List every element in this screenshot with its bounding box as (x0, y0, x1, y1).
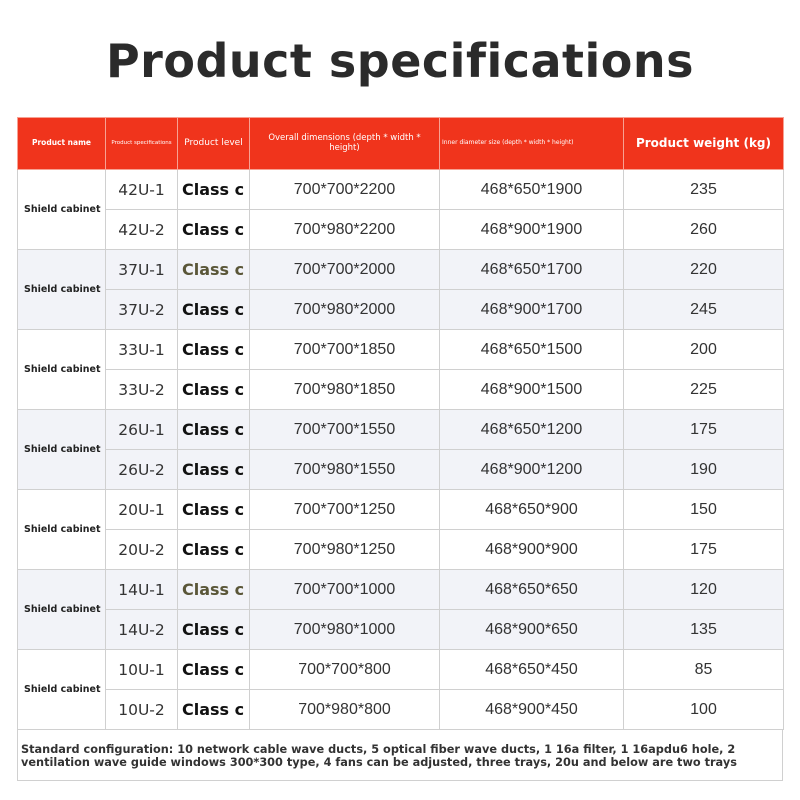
weight-cell: 135 (624, 610, 784, 650)
level-cell: Class c (178, 650, 250, 690)
table-row (18, 410, 784, 450)
inner-diameter-cell: 468*650*650 (440, 570, 624, 610)
table-row (18, 490, 784, 530)
header-inner-diameter: Inner diameter size (depth * width * height) (440, 118, 624, 170)
spec-cell: 20U-1 (106, 490, 178, 530)
overall-dimensions-cell: 700*700*1250 (250, 490, 440, 530)
spec-cell: 20U-2 (106, 530, 178, 570)
weight-cell: 235 (624, 170, 784, 210)
spec-cell: 37U-2 (106, 290, 178, 330)
level-cell: Class c (178, 210, 250, 250)
weight-cell: 225 (624, 370, 784, 410)
level-cell: Class c (178, 690, 250, 730)
spec-cell: 10U-2 (106, 690, 178, 730)
overall-dimensions-cell: 700*980*1550 (250, 450, 440, 490)
header-product-level: Product level (178, 118, 250, 170)
product-name-cell: Shield cabinet (18, 170, 106, 250)
overall-dimensions-cell: 700*700*2000 (250, 250, 440, 290)
inner-diameter-cell: 468*650*900 (440, 490, 624, 530)
level-cell: Class c (178, 290, 250, 330)
overall-dimensions-cell: 700*700*1850 (250, 330, 440, 370)
overall-dimensions-cell: 700*700*2200 (250, 170, 440, 210)
table-row (18, 650, 784, 690)
weight-cell: 200 (624, 330, 784, 370)
overall-dimensions-cell: 700*980*2200 (250, 210, 440, 250)
spec-cell: 37U-1 (106, 250, 178, 290)
spec-cell: 14U-1 (106, 570, 178, 610)
spec-cell: 26U-1 (106, 410, 178, 450)
inner-diameter-cell: 468*900*1700 (440, 290, 624, 330)
weight-cell: 190 (624, 450, 784, 490)
overall-dimensions-cell: 700*700*800 (250, 650, 440, 690)
weight-cell: 245 (624, 290, 784, 330)
table-row (18, 290, 784, 330)
table-row (18, 530, 784, 570)
weight-cell: 150 (624, 490, 784, 530)
level-cell: Class c (178, 250, 250, 290)
page-title: Product specifications (105, 34, 695, 88)
spec-cell: 33U-2 (106, 370, 178, 410)
overall-dimensions-cell: 700*980*2000 (250, 290, 440, 330)
level-cell: Class c (178, 410, 250, 450)
table-row (18, 570, 784, 610)
weight-cell: 260 (624, 210, 784, 250)
weight-cell: 85 (624, 650, 784, 690)
header-overall-dimensions: Overall dimensions (depth * width * height) (250, 118, 440, 170)
inner-diameter-cell: 468*900*1900 (440, 210, 624, 250)
inner-diameter-cell: 468*900*450 (440, 690, 624, 730)
spec-cell: 26U-2 (106, 450, 178, 490)
header-row (18, 118, 784, 170)
table-row (18, 690, 784, 730)
spec-cell: 33U-1 (106, 330, 178, 370)
level-cell: Class c (178, 170, 250, 210)
weight-cell: 175 (624, 410, 784, 450)
product-name-cell: Shield cabinet (18, 490, 106, 570)
spec-cell: 42U-1 (106, 170, 178, 210)
overall-dimensions-cell: 700*980*1000 (250, 610, 440, 650)
level-cell: Class c (178, 530, 250, 570)
spec-cell: 10U-1 (106, 650, 178, 690)
header-product-name: Product name (18, 118, 106, 170)
table-row (18, 170, 784, 210)
inner-diameter-cell: 468*650*1500 (440, 330, 624, 370)
overall-dimensions-cell: 700*700*1550 (250, 410, 440, 450)
product-name-cell: Shield cabinet (18, 330, 106, 410)
inner-diameter-cell: 468*900*1200 (440, 450, 624, 490)
table-row (18, 610, 784, 650)
table-row (18, 450, 784, 490)
overall-dimensions-cell: 700*980*1850 (250, 370, 440, 410)
spec-table-body (18, 170, 784, 730)
weight-cell: 220 (624, 250, 784, 290)
spec-cell: 14U-2 (106, 610, 178, 650)
product-name-cell: Shield cabinet (18, 250, 106, 330)
level-cell: Class c (178, 450, 250, 490)
table-row (18, 250, 784, 290)
inner-diameter-cell: 468*650*450 (440, 650, 624, 690)
weight-cell: 175 (624, 530, 784, 570)
weight-cell: 120 (624, 570, 784, 610)
standard-configuration-note: Standard configuration: 10 network cable wave ducts, 5 optical fiber wave ducts, 1 16a filter, 1 16apdu6 hole, 2 ventilation wave guide windows 300*300 type, 4 fans can be adjusted, three trays, 20u and below are two trays (17, 729, 783, 781)
inner-diameter-cell: 468*650*1900 (440, 170, 624, 210)
level-cell: Class c (178, 610, 250, 650)
product-name-cell: Shield cabinet (18, 570, 106, 650)
level-cell: Class c (178, 570, 250, 610)
inner-diameter-cell: 468*900*650 (440, 610, 624, 650)
table-row (18, 370, 784, 410)
table-row (18, 210, 784, 250)
inner-diameter-cell: 468*650*1200 (440, 410, 624, 450)
header-product-specifications: Product specifications (106, 118, 178, 170)
header-product-weight: Product weight (kg) (624, 118, 784, 170)
overall-dimensions-cell: 700*700*1000 (250, 570, 440, 610)
product-name-cell: Shield cabinet (18, 650, 106, 730)
overall-dimensions-cell: 700*980*800 (250, 690, 440, 730)
weight-cell: 100 (624, 690, 784, 730)
inner-diameter-cell: 468*900*1500 (440, 370, 624, 410)
product-name-cell: Shield cabinet (18, 410, 106, 490)
spec-cell: 42U-2 (106, 210, 178, 250)
spec-table (17, 117, 784, 730)
inner-diameter-cell: 468*650*1700 (440, 250, 624, 290)
overall-dimensions-cell: 700*980*1250 (250, 530, 440, 570)
level-cell: Class c (178, 490, 250, 530)
level-cell: Class c (178, 330, 250, 370)
table-row (18, 330, 784, 370)
inner-diameter-cell: 468*900*900 (440, 530, 624, 570)
level-cell: Class c (178, 370, 250, 410)
